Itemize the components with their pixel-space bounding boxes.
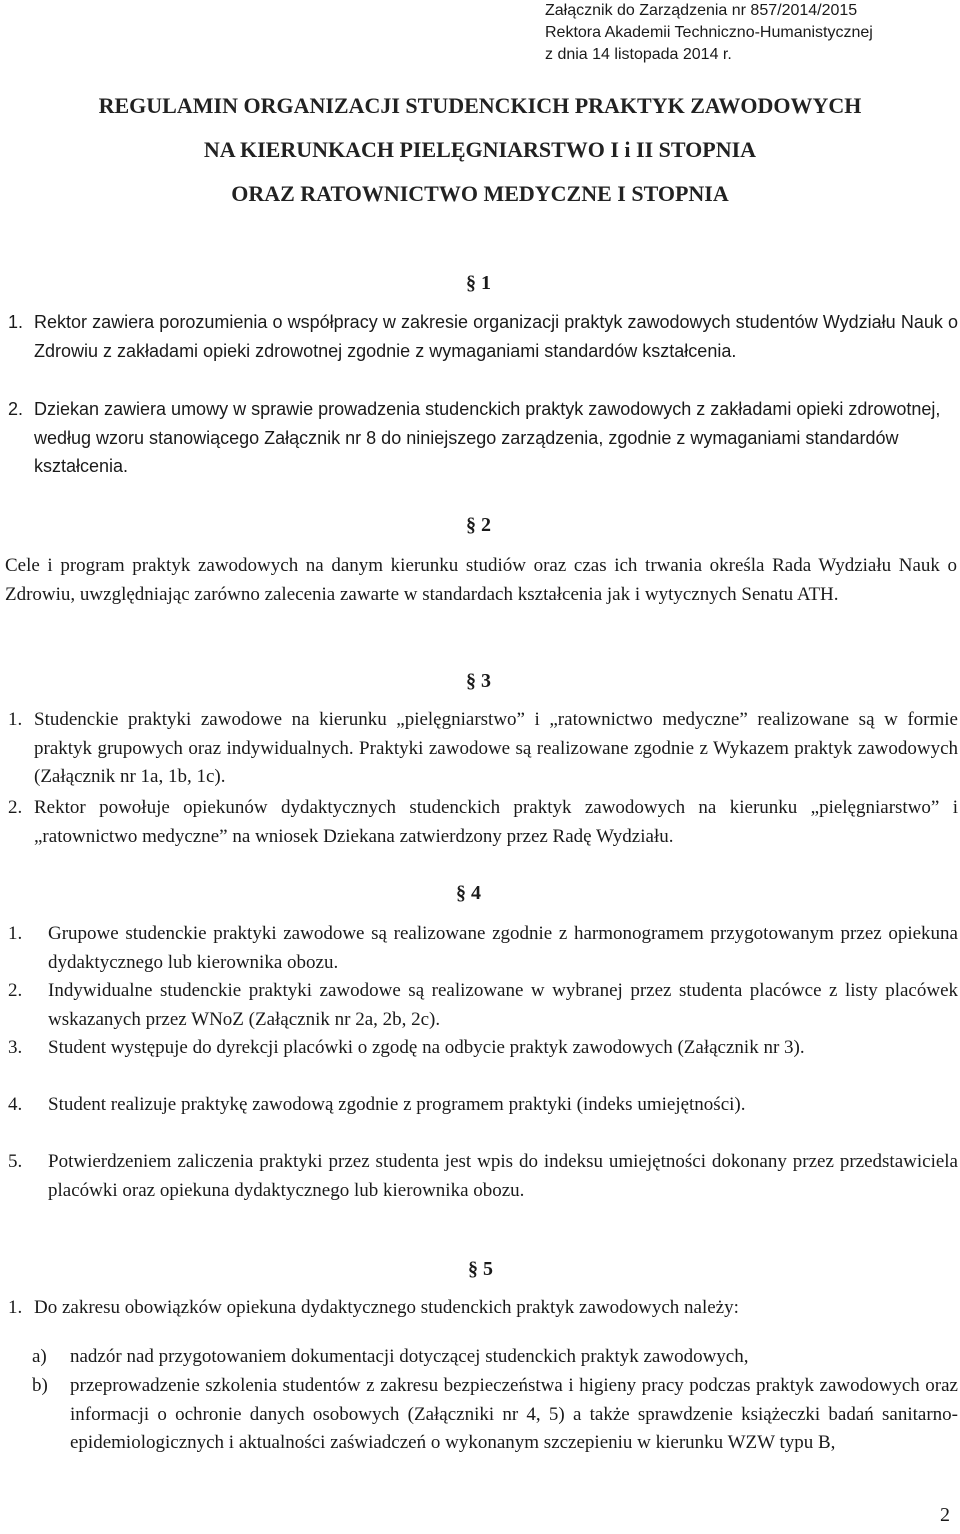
- item-text: Rektor zawiera porozumienia o współpracy w zakresie organizacji praktyk zawodowych studentów Wydziału Nauk o Zdrowiu z zakładami opieki zdrowotnej zgodnie z wymaganiami standardów kształcenia.: [34, 312, 958, 361]
- section-4-item-2: [8, 977, 958, 1034]
- item-text: Student występuje do dyrekcji placówki o zgodę na odbycie praktyk zawodowych (Załącznik nr 3).: [48, 1037, 805, 1058]
- item-number: 1.: [8, 312, 24, 332]
- attachment-note-line-2: Rektora Akademii Techniczno-Humanistycznej: [545, 24, 873, 41]
- section-4-item-4: [8, 1091, 958, 1148]
- section-5-item-a: [8, 1343, 958, 1372]
- attachment-note: [545, 0, 945, 66]
- item-text: Potwierdzeniem zaliczenia praktyki przez studenta jest wpis do indeksu umiejętności dokonany przez przedstawiciela placówki oraz opiekuna dydaktycznego lub kierownika obozu.: [48, 1151, 958, 1201]
- section-5-intro: [8, 1294, 958, 1343]
- section-3-item-2: [8, 794, 958, 851]
- section-4: [8, 920, 958, 1205]
- item-number: 2.: [8, 980, 23, 1001]
- section-4-item-5: [8, 1148, 958, 1205]
- section-4-item-1: [8, 920, 958, 977]
- item-text: Grupowe studenckie praktyki zawodowe są realizowane zgodnie z harmonogramem przygotowanym przez opiekuna dydaktycznego lub kierownika obozu.: [48, 923, 958, 973]
- section-3-item-1: [8, 706, 958, 794]
- section-5-item-b: [8, 1372, 958, 1458]
- item-number: 2.: [8, 797, 23, 818]
- item-text: Dziekan zawiera umowy w sprawie prowadzenia studenckich praktyk zawodowych z zakładami opieki zdrowotnej, według wzoru stanowiącego Załącznik nr 8 do niniejszego zarządzenia, zgodnie z wymaganiami standardów kształcenia.: [34, 399, 941, 476]
- item-number: 1.: [8, 923, 23, 944]
- attachment-note-line-1: Załącznik do Zarządzenia nr 857/2014/2015: [545, 2, 858, 19]
- section-2-heading: § 2: [466, 514, 491, 536]
- title-line-2: NA KIERUNKACH PIELĘGNIARSTWO I i II STOPNIA: [203, 137, 757, 162]
- item-number: 3.: [8, 1037, 23, 1058]
- section-4-item-3: [8, 1034, 958, 1091]
- item-text: nadzór nad przygotowaniem dokumentacji dotyczącej studenckich praktyk zawodowych,: [70, 1346, 749, 1367]
- section-5: [8, 1294, 958, 1458]
- item-letter: b): [32, 1375, 48, 1396]
- page-number: 2: [940, 1504, 950, 1526]
- section-5-heading: § 5: [468, 1258, 493, 1280]
- item-text: przeprowadzenie szkolenia studentów z zakresu bezpieczeństwa i higieny pracy podczas praktyk zawodowych oraz informacji o ochronie danych osobowych (Załączniki nr 4, 5) a także sprawdzenie książeczki badań sanitarno- epidemiologicznych i aktualności zaświadczeń o wykonanym szczepieniu w kierunku WZW typu B,: [70, 1375, 958, 1453]
- section-2-text: Cele i program praktyk zawodowych na danym kierunku studiów oraz czas ich trwania określa Rada Wydziału Nauk o Zdrowiu, uwzględniając zarówno zalecenia zawarte w standardach kształcenia jak i wytycznych Senatu ATH.: [5, 555, 957, 605]
- attachment-note-line-3: z dnia 14 listopada 2014 r.: [545, 46, 732, 63]
- item-number: 1.: [8, 1297, 23, 1318]
- document-title: [0, 88, 960, 220]
- item-text: Do zakresu obowiązków opiekuna dydaktycznego studenckich praktyk zawodowych należy:: [34, 1297, 739, 1318]
- item-number: 5.: [8, 1151, 23, 1172]
- section-4-heading: § 4: [456, 882, 481, 904]
- item-text: Rektor powołuje opiekunów dydaktycznych studenckich praktyk zawodowych na kierunku „pielęgniarstwo” i „ratownictwo medyczne” na wniosek Dziekana zatwierdzony przez Radę Wydziału.: [34, 797, 958, 847]
- title-line-3: ORAZ RATOWNICTWO MEDYCZNE I STOPNIA: [231, 181, 729, 206]
- section-3-heading: § 3: [466, 670, 491, 692]
- item-number: 1.: [8, 709, 23, 730]
- item-number: 2.: [8, 399, 24, 419]
- section-1-item-2: [8, 395, 958, 481]
- section-1: [8, 308, 958, 481]
- section-3: [8, 706, 958, 851]
- item-number: 4.: [8, 1094, 23, 1115]
- title-line-1: REGULAMIN ORGANIZACJI STUDENCKICH PRAKTYK ZAWODOWYCH: [98, 93, 862, 118]
- section-1-item-1: [8, 308, 958, 395]
- item-letter: a): [32, 1346, 47, 1367]
- section-1-heading: § 1: [466, 272, 491, 294]
- item-text: Student realizuje praktykę zawodową zgodnie z programem praktyki (indeks umiejętności).: [48, 1094, 746, 1115]
- item-text: Studenckie praktyki zawodowe na kierunku „pielęgniarstwo” i „ratownictwo medyczne” realizowane są w formie praktyk grupowych oraz indywidualnych. Praktyki zawodowe są realizowane zgodnie z Wykazem praktyk zawodowych (Załącznik nr 1a, 1b, 1c).: [34, 709, 958, 787]
- item-text: Indywidualne studenckie praktyki zawodowe są realizowane w wybranej przez studenta placówce z listy placówek wskazanych przez WNoZ (Załącznik nr 2a, 2b, 2c).: [48, 980, 958, 1030]
